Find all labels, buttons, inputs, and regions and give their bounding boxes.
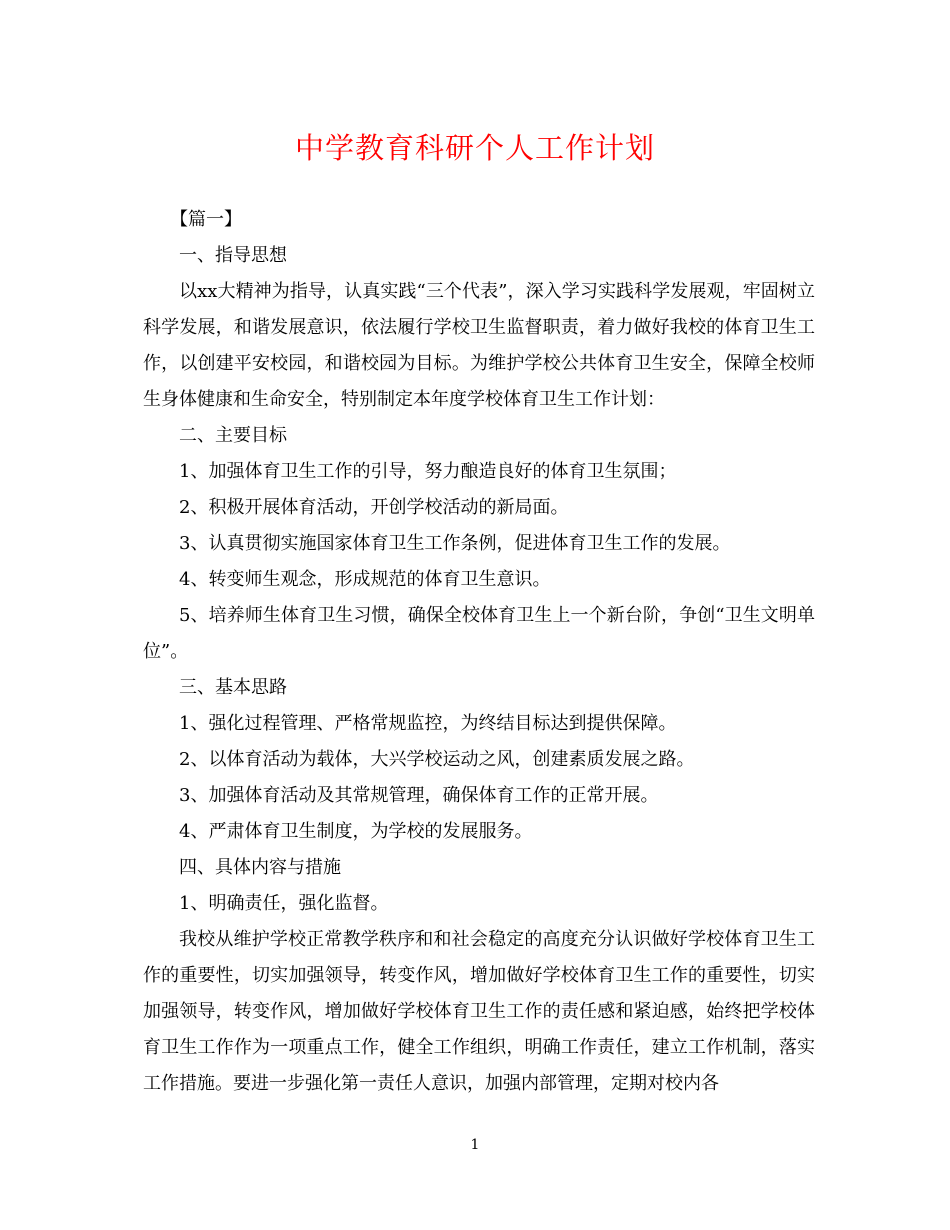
subheading-measure-1: 1、明确责任，强化监督。 (179, 893, 389, 914)
list-item-goal-4: 4、转变师生观念，形成规范的体育卫生意识。 (179, 569, 551, 590)
list-item-approach-3: 3、加强体育活动及其常规管理，确保体育工作的正常开展。 (179, 785, 659, 806)
page-number: 1 (470, 1137, 480, 1153)
list-item-approach-1: 1、强化过程管理、严格常规监控，为终结目标达到提供保障。 (179, 713, 677, 734)
section-heading-guiding-thought: 一、指导思想 (179, 245, 287, 266)
document-body (143, 202, 815, 1102)
section-heading-basic-approach: 三、基本思路 (179, 677, 287, 698)
section-heading-main-goals: 二、主要目标 (179, 425, 287, 446)
list-item-goal-3: 3、认真贯彻实施国家体育卫生工作条例，促进体育卫生工作的发展。 (179, 533, 731, 554)
paragraph-guiding-thought: 以xx大精神为指导，认真实践“三个代表”，深入学习实践科学发展观，牢固树立科学发展，和谐发展意识，依法履行学校卫生监督职责，着力做好我校的体育卫生工作，以创建平安校园，和谐校园为目标。为维护学校公共体育卫生安全，保障全校师生身体健康和生命安全，特别制定本年度学校体育卫生工作计划： (143, 281, 815, 410)
list-item-approach-4: 4、严肃体育卫生制度，为学校的发展服务。 (179, 821, 533, 842)
list-item-goal-1: 1、加强体育卫生工作的引导，努力酿造良好的体育卫生氛围； (179, 461, 677, 482)
list-item-goal-5: 5、培养师生体育卫生习惯，确保全校体育卫生上一个新台阶，争创“卫生文明单位”。 (143, 605, 815, 662)
section-heading-part-one: 【篇一】 (170, 209, 242, 230)
section-heading-measures: 四、具体内容与措施 (179, 857, 341, 878)
list-item-goal-2: 2、积极开展体育活动，开创学校活动的新局面。 (179, 497, 569, 518)
document-title: 中学教育科研个人工作计划 (294, 131, 655, 165)
list-item-approach-2: 2、以体育活动为载体，大兴学校运动之风，创建素质发展之路。 (179, 749, 695, 770)
paragraph-measure-1: 我校从维护学校正常教学秩序和和社会稳定的高度充分认识做好学校体育卫生工作的重要性，切实加强领导，转变作风，增加做好学校体育卫生工作的重要性，切实加强领导，转变作风，增加做好学校体育卫生工作的责任感和紧迫感，始终把学校体育卫生工作作为一项重点工作，健全工作组织，明确工作责任，建立工作机制，落实工作措施。要进一步强化第一责任人意识，加强内部管理，定期对校内各 (143, 929, 815, 1094)
